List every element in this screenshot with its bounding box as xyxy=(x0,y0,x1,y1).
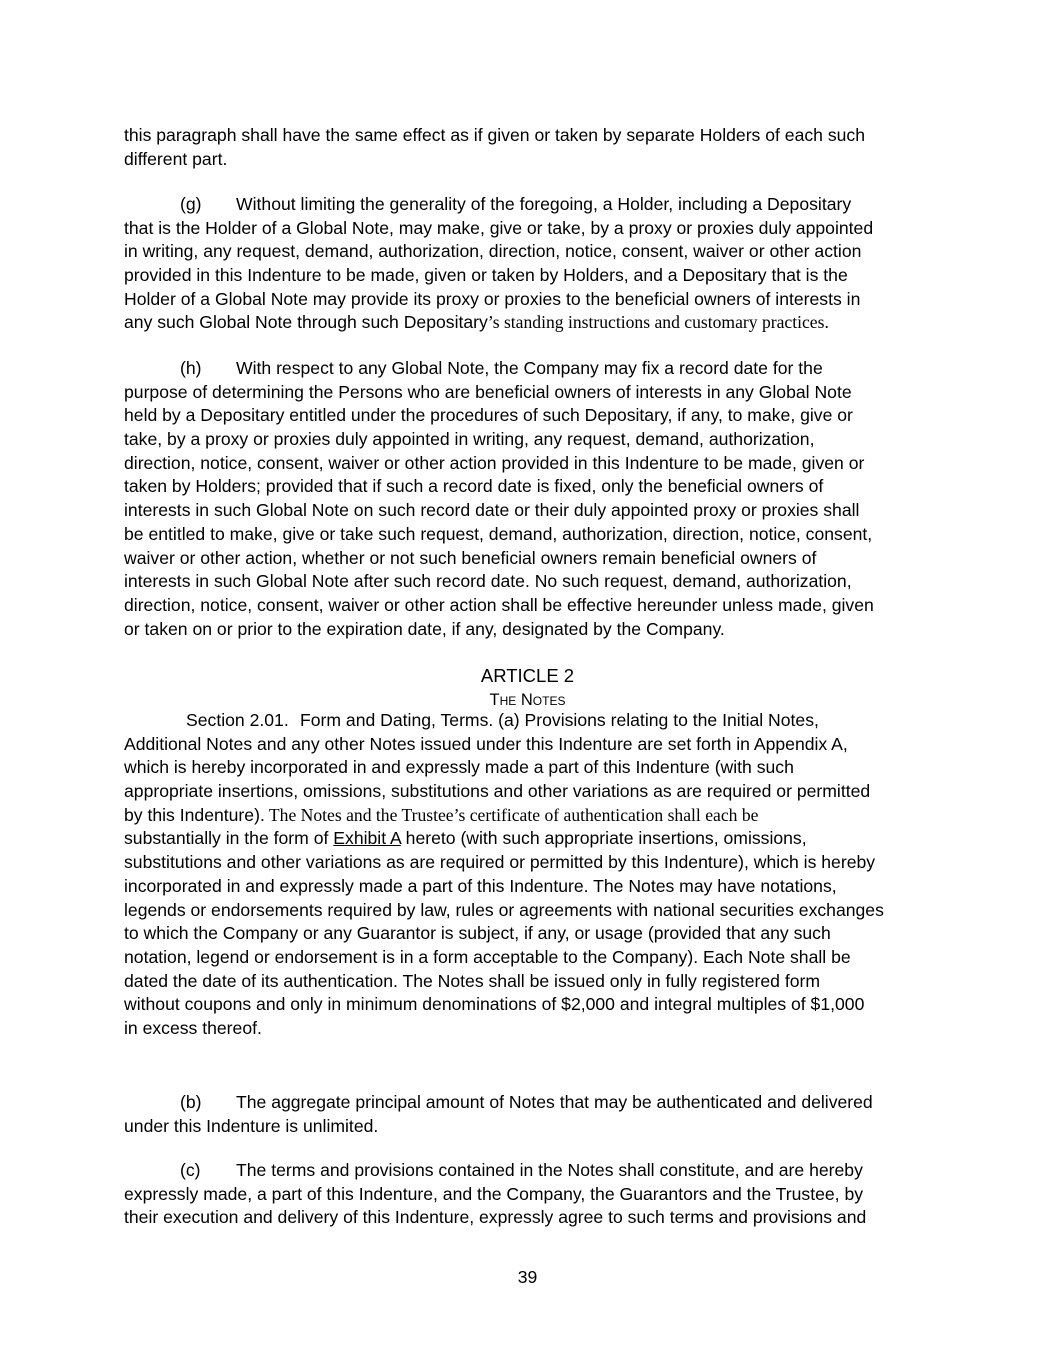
text-segment: substantially in the form of xyxy=(124,828,334,849)
text-line: Additional Notes and any other Notes issued under this Indenture are set forth in Appendix A, xyxy=(124,733,848,754)
paragraph-label: (h) xyxy=(180,358,202,378)
text-line xyxy=(124,1091,929,1115)
text-line: their execution and delivery of this Indenture, expressly agree to such terms and provisions and xyxy=(124,1207,867,1228)
text-line: interests in such Global Note on such record date or their duly appointed proxy or proxies shall xyxy=(124,500,860,521)
text-line: that is the Holder of a Global Note, may make, give or take, by a proxy or proxies duly appointed xyxy=(124,217,874,238)
text-line xyxy=(124,311,929,335)
text-line: be entitled to make, give or take such request, demand, authorization, direction, notice, consent, xyxy=(124,523,873,544)
text-line: to which the Company or any Guarantor is subject, if any, or usage (provided that any such xyxy=(124,923,831,944)
page-number: 39 xyxy=(517,1267,538,1287)
text-line: this paragraph shall have the same effect as if given or taken by separate Holders of each such xyxy=(124,125,865,145)
text-line xyxy=(124,1159,929,1183)
text-segment-serif: ’s standing instructions and customary practices. xyxy=(487,312,829,333)
text-segment: any such Global Note through such Depositary xyxy=(124,312,488,333)
text-line: or taken on or prior to the expiration date, if any, designated by the Company. xyxy=(124,618,725,639)
paragraph-label: (b) xyxy=(180,1092,202,1112)
text-line: take, by a proxy or proxies duly appointed in writing, any request, demand, authorization, xyxy=(124,429,815,450)
article-subtitle: The Notes xyxy=(489,691,566,709)
text-line: under this Indenture is unlimited. xyxy=(124,1115,379,1136)
text-line: expressly made, a part of this Indenture, and the Company, the Guarantors and the Trustee, by xyxy=(124,1183,864,1204)
text-line: notation, legend or endorsement is in a form acceptable to the Company). Each Note shall be xyxy=(124,946,851,967)
text-line: direction, notice, consent, waiver or other action provided in this Indenture to be made, given or xyxy=(124,452,865,473)
text-line: which is hereby incorporated in and expressly made a part of this Indenture (with such xyxy=(124,757,794,778)
text-line-content: Without limiting the generality of the foregoing, a Holder, including a Depositary xyxy=(236,194,852,214)
text-line: held by a Depositary entitled under the procedures of such Depositary, if any, to make, give or xyxy=(124,405,853,426)
text-line: substitutions and other variations as are required or permitted by this Indenture), which is hereby xyxy=(124,852,876,873)
text-segment: hereto (with such appropriate insertions, omissions, xyxy=(400,828,807,849)
paragraph-h xyxy=(124,357,929,641)
text-line: different part. xyxy=(124,148,228,169)
section-number: Section 2.01. xyxy=(186,710,289,730)
text-segment-serif: The Notes and the Trustee’s certificate of authentication shall each be xyxy=(264,804,759,825)
text-line: direction, notice, consent, waiver or other action shall be effective hereunder unless made, given xyxy=(124,594,874,615)
text-line: incorporated in and expressly made a part of this Indenture. The Notes may have notations, xyxy=(124,875,837,896)
text-line: waiver or other action, whether or not such beneficial owners remain beneficial owners of xyxy=(124,547,817,568)
text-line: purpose of determining the Persons who are beneficial owners of interests in any Global Note xyxy=(124,381,852,402)
text-line-content: The terms and provisions contained in the Notes shall constitute, and are hereby xyxy=(236,1160,863,1180)
text-line-content: With respect to any Global Note, the Company may fix a record date for the xyxy=(236,358,823,378)
text-line-content: Form and Dating, Terms. (a) Provisions relating to the Initial Notes, xyxy=(300,710,819,730)
text-line: in writing, any request, demand, authorization, direction, notice, consent, waiver or other action xyxy=(124,241,862,262)
section-2-01 xyxy=(124,709,929,1041)
text-line xyxy=(124,193,929,217)
paragraph-b xyxy=(124,1091,929,1138)
text-line: without coupons and only in minimum denominations of $2,000 and integral multiples of $1,000 xyxy=(124,994,865,1015)
text-line-content: The aggregate principal amount of Notes that may be authenticated and delivered xyxy=(236,1092,873,1112)
text-line: appropriate insertions, omissions, substitutions and other variations as are required or permitted xyxy=(124,781,871,802)
text-line: interests in such Global Note after such record date. No such request, demand, authorization, xyxy=(124,571,852,592)
text-line: provided in this Indenture to be made, given or taken by Holders, and a Depositary that is the xyxy=(124,265,848,286)
paragraph-g xyxy=(124,193,929,335)
text-line xyxy=(124,827,929,851)
text-line xyxy=(124,709,929,733)
paragraph-label: (g) xyxy=(180,194,202,214)
text-line: legends or endorsements required by law, rules or agreements with national securities exchanges xyxy=(124,899,884,920)
article-title: ARTICLE 2 xyxy=(480,665,575,686)
text-line xyxy=(124,357,929,381)
paragraph-c xyxy=(124,1159,929,1230)
text-line: dated the date of its authentication. The Notes shall be issued only in fully registered form xyxy=(124,970,821,991)
text-segment: by this Indenture). xyxy=(124,804,265,825)
paragraph-label: (c) xyxy=(180,1160,201,1180)
text-line: in excess thereof. xyxy=(124,1017,262,1038)
paragraph-continuation xyxy=(124,124,929,171)
exhibit-a-reference: Exhibit A xyxy=(333,828,401,849)
text-line: taken by Holders; provided that if such a record date is fixed, only the beneficial owners of xyxy=(124,476,824,497)
text-line: Holder of a Global Note may provide its proxy or proxies to the beneficial owners of interests in xyxy=(124,288,861,309)
text-line xyxy=(124,804,929,828)
